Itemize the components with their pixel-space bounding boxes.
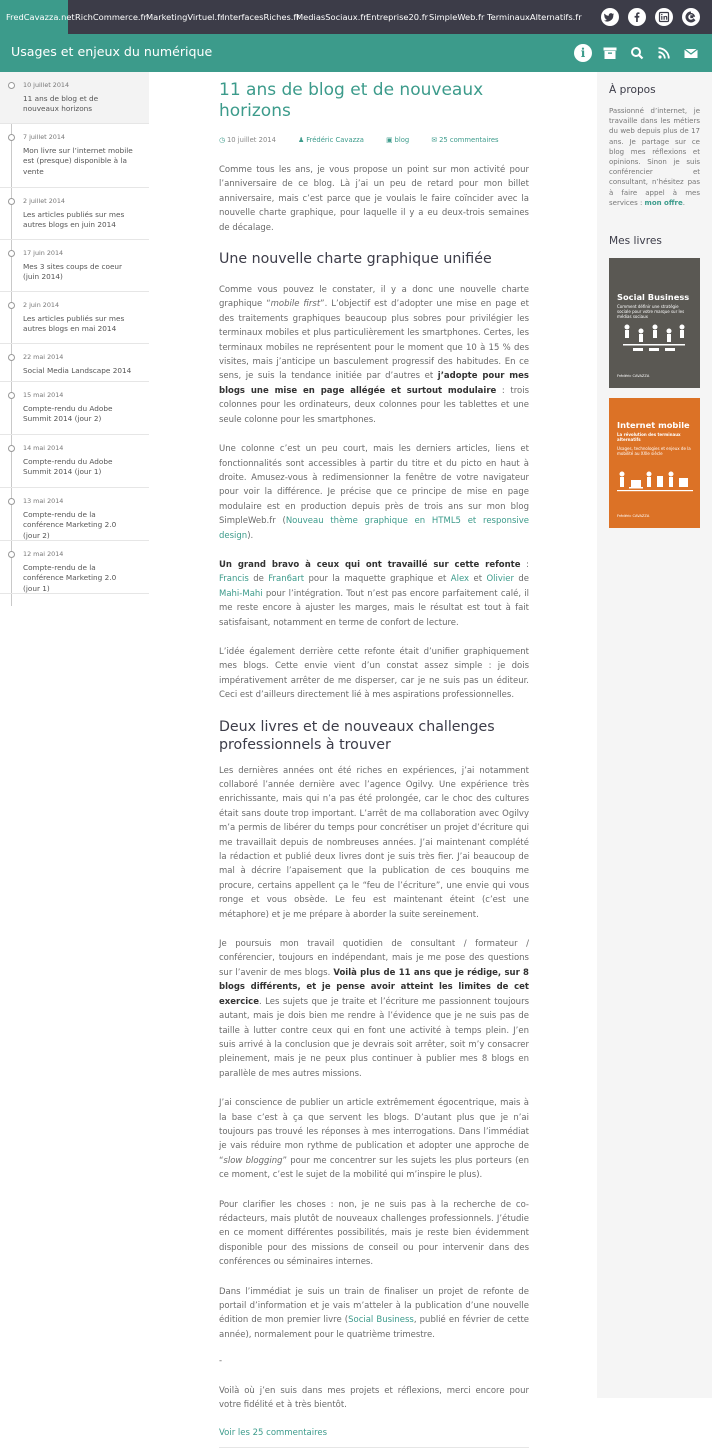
twitter-icon[interactable] (601, 8, 619, 26)
paragraph: Comme tous les ans, je vous propose un point sur mon activité pour l’anniversaire de ce blog. Là j’ai un peu de retard pour mon billet anniversaire, mais c’est parce que je voulais le faire coïncider avec la nouvelle charte graphique, pour laquelle il y a eu deux-trois semaines de décalage. (219, 165, 529, 233)
user-icon: ♟ (298, 136, 305, 144)
timeline-dot (8, 134, 15, 141)
comments-icon: ✉ (431, 136, 438, 144)
post-title[interactable]: Mes 3 sites coups de coeur (juin 2014) (23, 262, 123, 282)
book-title: Internet mobile (617, 420, 690, 430)
paragraph: Une colonne c’est un peu court, mais les derniers articles, liens et fonctionnalités sont accessibles à partir du titre et du picto en haut à droite. Amusez-vous à redimensionner la fenêtre de votre navigateur pour voir la différence. Je précise que ce principe de mise en page modulaire est en production depuis près de trois ans sur mon blog SimpleWeb.fr (Nouveau thème graphique en HTML5 et responsive design). (219, 444, 530, 541)
network-link-marketingvirtuel[interactable]: MarketingVirtuel.fr (146, 12, 224, 22)
post-date: 12 mai 2014 (23, 550, 64, 558)
people-illustration (619, 322, 689, 352)
post-title[interactable]: Compte-rendu du Adobe Summit 2014 (jour 1) (23, 457, 113, 477)
sidebar-post-item[interactable] (0, 72, 149, 124)
post-date: 10 juillet 2014 (23, 81, 70, 89)
paragraph: L’idée également derrière cette refonte était d’unifier graphiquement mes blogs. Cette envie vient d’un constat assez simple : je dois impérativement arrêter de me disperser, car je ne suis pas un éditeur. Ceci est d’ailleurs directement lié à mes aspirations professionnelles. (219, 646, 529, 701)
timeline-dot (8, 354, 15, 361)
offer-link[interactable]: mon offre (644, 198, 683, 207)
network-link-interfacesriches[interactable]: InterfacesRiches.fr (222, 12, 300, 22)
googleplus-icon[interactable] (682, 8, 700, 26)
network-link-fredcavazza[interactable]: FredCavazza.net (0, 0, 68, 34)
book-subtitle: Comment définir une stratégie sociale pour votre marque sur les médias sociaux (617, 304, 685, 319)
article-link[interactable]: Olivier (486, 574, 514, 585)
about-heading: À propos (609, 84, 656, 96)
network-link-terminauxalternatifs[interactable]: TerminauxAlternatifs.fr (487, 12, 582, 22)
paragraph-dash: - (219, 1356, 223, 1367)
meta-category[interactable]: ▣ blog (386, 136, 410, 144)
post-date: 22 mai 2014 (23, 353, 64, 361)
meta-comments[interactable]: ✉ 25 commentaires (431, 136, 499, 144)
post-title[interactable]: Les articles publiés sur mes autres blogs en juin 2014 (23, 210, 125, 230)
network-bar (0, 0, 712, 34)
right-sidebar (597, 72, 712, 1398)
article-link[interactable]: Fran6art (268, 574, 305, 585)
book-cover-social-business[interactable] (609, 258, 700, 388)
book-tagline: Usages, technologies et enjeux de la mobilité au XXIe siècle (617, 446, 691, 456)
article-link[interactable]: Social Business (348, 1315, 414, 1326)
article (219, 80, 529, 1448)
post-title[interactable]: Les articles publiés sur mes autres blogs en mai 2014 (23, 314, 125, 334)
post-date: 14 mai 2014 (23, 444, 64, 452)
meta-date: ◷ 10 juillet 2014 (219, 136, 276, 144)
post-date: 15 mai 2014 (23, 391, 64, 399)
search-icon[interactable] (628, 44, 646, 62)
timeline-dot (8, 198, 15, 205)
book-author: Frédéric CAVAZZA (617, 374, 650, 378)
post-date: 2 juin 2014 (23, 301, 60, 309)
post-date: 7 juillet 2014 (23, 133, 65, 141)
paragraph: Voilà où j’en suis dans mes projets et réflexions, merci encore pour votre fidélité et à très bientôt. (219, 1385, 529, 1411)
article-link[interactable]: Nouveau thème graphique en HTML5 et responsive design (219, 516, 530, 541)
timeline-dot (8, 445, 15, 452)
paragraph: Pour clarifier les choses : non, je ne suis pas à la recherche de co-rédacteurs, mais plutôt de nouveaux challenges professionnels. J’étudie en ce moment différentes possibilités, mais je reste bien évidemment disponible pour des missions de conseil ou pour intervenir dans des conférences ou séminaires internes. (219, 1199, 529, 1268)
archive-icon[interactable] (601, 44, 619, 62)
timeline-dot (8, 250, 15, 257)
rss-icon[interactable] (655, 44, 673, 62)
post-date: 2 juillet 2014 (23, 197, 65, 205)
site-header (0, 34, 712, 72)
sidebar-post-item[interactable] (0, 435, 149, 488)
mail-icon[interactable] (682, 44, 700, 62)
linkedin-icon[interactable] (655, 8, 673, 26)
post-title[interactable]: 11 ans de blog et de nouveaux horizons (23, 94, 99, 114)
section-heading: Une nouvelle charte graphique unifiée (219, 251, 492, 268)
paragraph: Je poursuis mon travail quotidien de consultant / formateur / conférencier, toujours en indépendant, mais je me pose des questions sur l’avenir de mes blogs. Voilà plus de 11 ans que je rédige, sur 8 blogs différents, et je pense avoir atteint les limites de cet exercice. Les sujets que je traite et l’écriture me passionnent toujours autant, mais je dois bien me rendre à l’évidence que je ne suis pas de taille à lutter contre ceux qui en font une activité à temps plein. J’en suis arrivé à la conclusion que je devrais soit arrêter, soit m’y consacrer pleinement, mais je ne peux plus continuer à publier mes 8 blogs en parallèle de mes autres missions. (219, 939, 529, 1079)
recent-posts-sidebar (0, 72, 149, 1398)
sidebar-post-item[interactable] (0, 240, 149, 292)
timeline-dot (8, 302, 15, 309)
about-text: Passionné d’internet, je travaille dans les métiers du web depuis plus de 17 ans. Je partage sur ce blog mes réflexions et opinions. Sinon je suis conférencier et consultant, n’hésitez pas à faire appel à mes services : mon offre. (609, 107, 700, 207)
sidebar-post-item[interactable] (0, 541, 149, 594)
book-cover-internet-mobile[interactable] (609, 398, 700, 528)
meta-author[interactable]: ♟ Frédéric Cavazza (298, 136, 364, 144)
article-meta (219, 136, 529, 148)
book-author: Frédéric CAVAZZA (617, 514, 650, 518)
timeline-dot (8, 498, 15, 505)
timeline-dot (8, 392, 15, 399)
network-link-richcommerce[interactable]: RichCommerce.fr (75, 12, 147, 22)
post-title[interactable]: Social Media Landscape 2014 (23, 366, 132, 375)
book-subtitle: La révolution des terminaux alternatifs (617, 432, 681, 442)
basket-icon: ▣ (386, 136, 393, 144)
book-title: Social Business (617, 292, 690, 302)
facebook-icon[interactable] (628, 8, 646, 26)
network-link-entreprise20[interactable]: Entreprise20.fr (366, 12, 429, 22)
paragraph: J’ai conscience de publier un article extrêmement égocentrique, mais à la base c’est à ça que servent les blogs. D’autant plus que je n’ai toujours pas trouvé les réponses à mes interrogations. Dans l’immédiat je vais réduire mon rythme de publication et adopter une approche de “slow blogging” pour me concentrer sur les sujets les plus porteurs (en ce moment, c’est le sujet de la mobilité qui m’inspire le plus). (219, 1098, 529, 1181)
timeline-dot (8, 551, 15, 558)
network-link-mediassociaux[interactable]: MediasSociaux.fr (296, 12, 367, 22)
paragraph: Dans l’immédiat je suis un train de finaliser un projet de refonte de portail d’information et je vais m’atteler à la publication d’une nouvelle édition de mon premier livre (Social Business, publié en février de cette année), normalement pour le quatrième trimestre. (219, 1286, 529, 1340)
sidebar-post-item[interactable] (0, 382, 149, 435)
sidebar-post-item[interactable] (0, 292, 149, 344)
post-title[interactable]: Mon livre sur l’internet mobile est (presque) disponible à la vente (23, 146, 133, 176)
paragraph: Un grand bravo à ceux qui ont travaillé sur cette refonte : Francis de Fran6art pour la maquette graphique et Alex et Olivier de Mahi-Mahi pour l’intégration. Tout n’est pas encore parfaitement calé, il me reste encore à ajuster les marges, mais le résultat est tout à fait satisfaisant, notamment en terme de confort de lecture. (219, 559, 529, 628)
site-title[interactable]: Usages et enjeux du numérique (11, 44, 213, 59)
article-link[interactable]: Alex (450, 574, 470, 585)
view-comments-link[interactable]: Voir les 25 commentaires (219, 1428, 529, 1448)
post-title[interactable]: Compte-rendu du Adobe Summit 2014 (jour 2) (23, 404, 113, 424)
paragraph: Comme vous pouvez le constater, il y a donc une nouvelle charte graphique “mobile first”. L’objectif est d’adopter une mise en page et des traitements graphiques beaucoup plus sobres pour privilégier les terminaux mobiles et plus particulièrement les smartphones. Certes, les terminaux mobiles ne représentent pour le moment que 10 à 15 % des visites, mais j’anticipe un basculement progressif des habitudes. En ce sens, je suis la tendance initiée par d’autres et j’adopte pour mes blogs une mise en page allégée et surtout modulaire : trois colonnes pour les ordinateurs, deux colonnes pour les tablettes et une seule colonne pour les smartphones. (219, 285, 530, 425)
article-title[interactable]: 11 ans de blog et de nouveaux horizons (219, 80, 484, 121)
section-heading: Deux livres et de nouveaux challenges professionnels à trouver (219, 718, 495, 753)
sidebar-post-item[interactable] (0, 344, 149, 382)
paragraph: Les dernières années ont été riches en expériences, j’ai notamment collaboré l’année dernière avec l’agence Ogilvy. Une expérience très enrichissante, mais qui n’a pas été prolongée, car le choc des cultures était sans doute trop important. L’arrêt de ma collaboration avec Ogilvy m’a permis de libérer du temps pour concrétiser un projet d’écriture qui me travaillait depuis de nombreuses années. J’ai maintenant complété la rédaction et publié deux livres dont je suis très fier. J’ai beaucoup de mal à décrire l’apaisement que la publication de ces bouquins me procure, certains appellent ça le “feu de l’écriture”, une envie qui vous ronge et vous obsède. Le feu est maintenant éteint (c’est une métaphore) et je me prépare à aborder la suite sereinement. (219, 765, 529, 920)
sidebar-post-item[interactable] (0, 188, 149, 240)
post-title[interactable]: Compte-rendu de la conférence Marketing 2.0 (jour 2) (23, 510, 117, 540)
sidebar-post-item[interactable] (0, 124, 149, 188)
post-title[interactable]: Compte-rendu de la conférence Marketing 2.0 (jour 1) (23, 563, 117, 593)
article-link[interactable]: Francis (219, 574, 249, 585)
info-icon[interactable]: i (574, 44, 592, 62)
devices-illustration (617, 468, 693, 494)
post-date: 13 mai 2014 (23, 497, 64, 505)
books-heading: Mes livres (609, 235, 662, 247)
sidebar-post-item[interactable] (0, 488, 149, 541)
timeline-dot (8, 82, 15, 89)
post-date: 17 juin 2014 (23, 249, 64, 257)
network-link-simpleweb[interactable]: SimpleWeb.fr (429, 12, 485, 22)
clock-icon: ◷ (219, 136, 225, 144)
article-link[interactable]: Mahi-Mahi (219, 588, 263, 599)
